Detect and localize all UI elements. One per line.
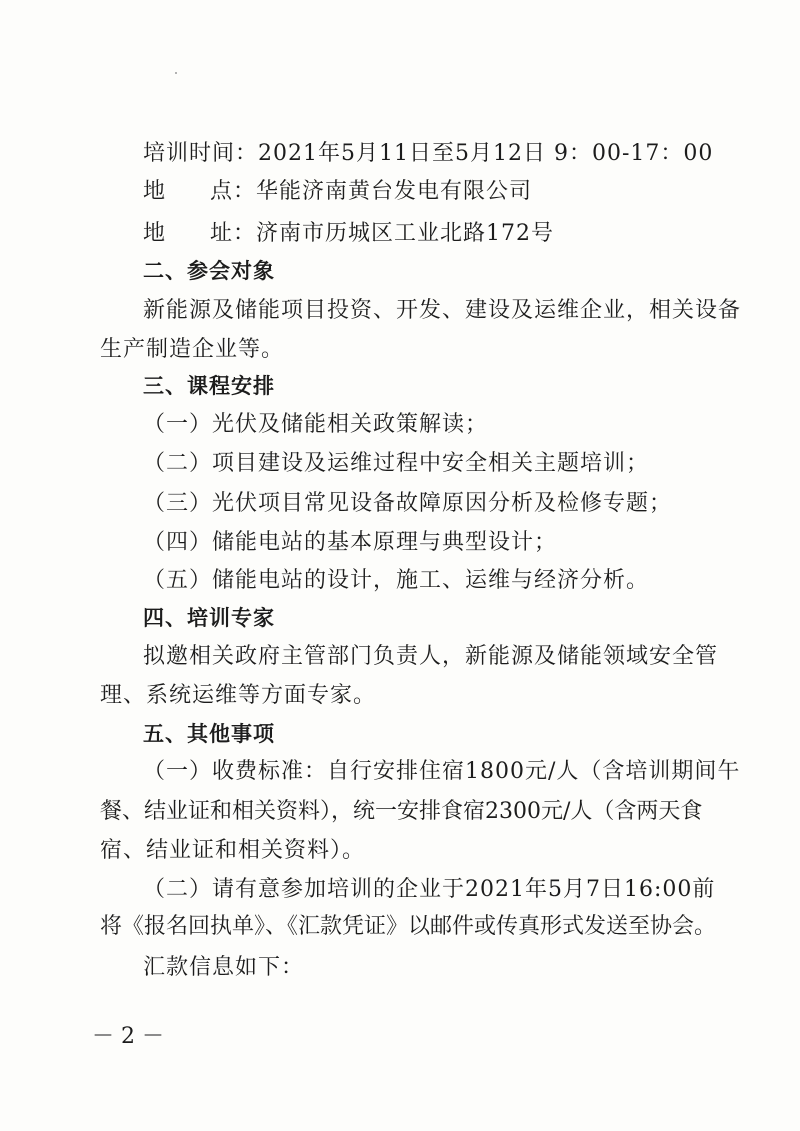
course-item-2: （二）项目建设及运维过程中安全相关主题培训； bbox=[143, 451, 650, 476]
section5-heading: 五、其他事项 bbox=[143, 722, 275, 746]
location-value: 华能济南黄台发电有限公司 bbox=[256, 179, 533, 204]
location-line bbox=[143, 177, 532, 207]
course-item-4: （四）储能电站的基本原理与典型设计； bbox=[143, 530, 558, 555]
register-line-2: 将《报名回执单》、《汇款凭证》以邮件或传真形式发送至协会。 bbox=[100, 914, 717, 939]
fee-line-2: 餐、结业证和相关资料），统一安排食宿2300元/人（含两天食 bbox=[100, 799, 703, 824]
address-line bbox=[143, 219, 554, 249]
course-item-3: （三）光伏项目常见设备故障原因分析及检修专题； bbox=[143, 491, 673, 516]
scan-speck bbox=[175, 72, 177, 74]
address-label-first-char: 地 bbox=[143, 221, 167, 246]
training-time-line bbox=[143, 139, 713, 169]
fee-line-1: （一）收费标准：自行安排住宿1800元/人（含培训期间午 bbox=[143, 759, 741, 784]
fee-line-3: 宿、结业证和相关资料）。 bbox=[100, 838, 366, 863]
address-label-second-char: 址： bbox=[210, 221, 257, 246]
section2-body-line-1: 新能源及储能项目投资、开发、建设及运维企业，相关设备 bbox=[143, 298, 742, 323]
section2-body-line-2: 生产制造企业等。 bbox=[100, 337, 285, 362]
course-item-5: （五）储能电站的设计，施工、运维与经济分析。 bbox=[143, 568, 650, 593]
location-label-first-char: 地 bbox=[143, 179, 167, 204]
register-line-1: （二）请有意参加培训的企业于2021年5月7日16:00前 bbox=[143, 877, 716, 902]
address-value: 济南市历城区工业北路172号 bbox=[256, 221, 555, 246]
section3-heading: 三、课程安排 bbox=[143, 374, 275, 398]
page-number: － 2 － bbox=[92, 1024, 164, 1049]
section2-heading: 二、参会对象 bbox=[143, 259, 275, 283]
location-label-second-char: 点： bbox=[210, 179, 257, 204]
section4-body-line-1: 拟邀相关政府主管部门负责人，新能源及储能领域安全管 bbox=[143, 644, 719, 669]
training-time-text: 培训时间：2021年5月11日至5月12日 9：00-17：00 bbox=[143, 141, 714, 166]
section4-body-line-2: 理、系统运维等方面专家。 bbox=[100, 683, 377, 708]
remit-info-line: 汇款信息如下： bbox=[143, 955, 305, 980]
course-item-1: （一）光伏及储能相关政策解读； bbox=[143, 412, 489, 437]
section4-heading: 四、培训专家 bbox=[143, 606, 275, 630]
